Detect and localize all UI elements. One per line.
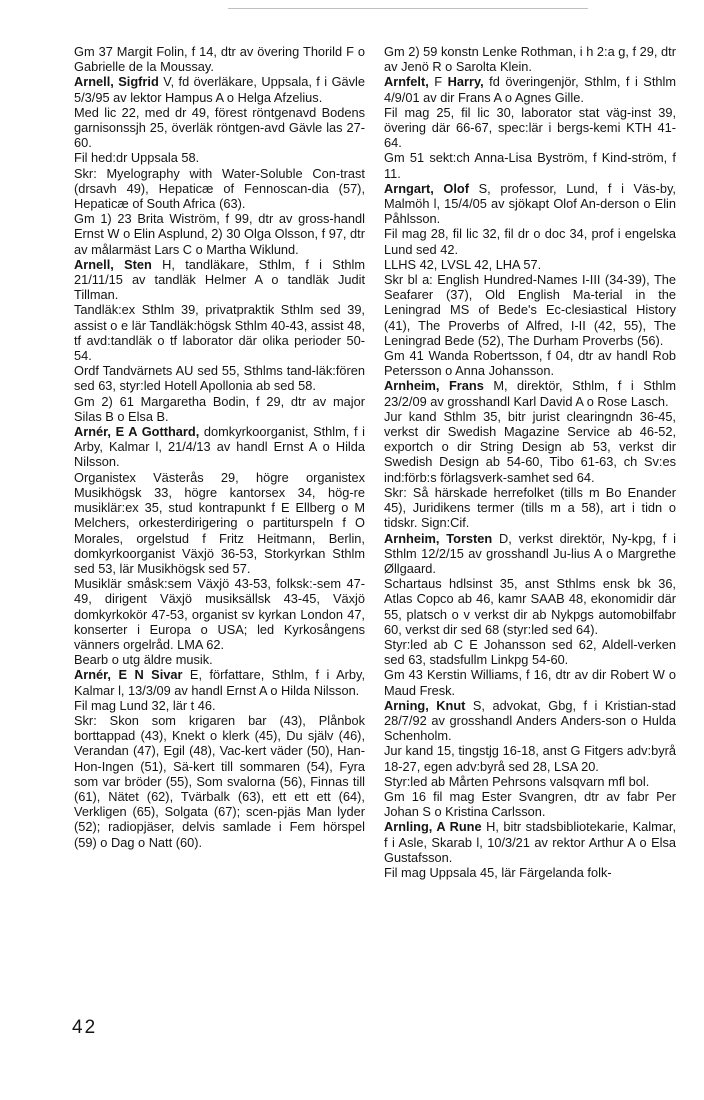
left-column — [74, 44, 365, 850]
entry-text: Skr: Så härskade herrefolket (tills m Bo Enander 45), Juridikens termer (tills m a 58), art i tidn o tidskr. Sign:Cif. — [384, 484, 676, 531]
entry-name: Arnling, A Rune — [384, 819, 482, 835]
entry-name: Arnell, Sten — [74, 256, 152, 272]
entry-paragraph — [384, 485, 676, 531]
entry-text: Gm 1) 23 Brita Wiström, f 99, dtr av gross-handl Ernst W o Elin Asplund, 2) 30 Olga Olsson, f 97, dtr av målarmäst Lars C o Martha Wiklund. — [74, 211, 365, 257]
entry-text: M, direktör, Sthlm, f i Sthlm 23/2/09 av grosshandl Karl David A o Rose Lasch. — [384, 378, 676, 409]
entry-head-paragraph — [384, 378, 676, 408]
entry-paragraph — [74, 44, 365, 74]
top-rule — [228, 8, 588, 9]
entry-head-paragraph — [384, 181, 676, 227]
entry-head-paragraph — [384, 698, 676, 744]
entry-paragraph — [384, 743, 676, 773]
entry-text: LLHS 42, LVSL 42, LHA 57. — [384, 256, 542, 272]
entry-text: F — [428, 74, 448, 90]
entry-paragraph — [384, 865, 676, 880]
entry-text: Gm 2) 59 konstn Lenke Rothman, i h 2:a g, f 29, dtr av Jenö R o Sarolta Klein. — [384, 44, 676, 75]
entry-text: Fil mag Lund 32, lär t 46. — [74, 697, 216, 713]
page-number: 42 — [72, 1017, 98, 1038]
entry-text: Fil hed:dr Uppsala 58. — [74, 150, 200, 166]
entry-text: Fil mag 25, fil lic 30, laborator stat väg-inst 39, övering där 66-67, spec:lär i bergs-kemi KTH 41-64. — [384, 104, 676, 151]
entry-name: Arnér, E N Sivar — [74, 667, 183, 683]
entry-paragraph — [74, 150, 365, 165]
entry-paragraph — [74, 576, 365, 652]
entry-head-paragraph — [384, 531, 676, 577]
entry-name: Arnell, Sigfrid — [74, 74, 159, 90]
entry-name: Arnfelt, — [384, 74, 429, 90]
entry-text: fd överingenjör, Sthlm, f i Sthlm 4/9/01 av dir Frans A o Agnes Gille. — [384, 74, 676, 105]
entry-paragraph — [74, 363, 365, 393]
entry-text: Fil mag 28, fil lic 32, fil dr o doc 34, prof i engelska Lund sed 42. — [384, 226, 676, 257]
entry-text: Skr bl a: English Hundred-Names I-III (34-39), The Seafarer (37), Old English Ma-terial in the Leningrad MS of Bede's Ec-clesiastical History (41), The Proverbs of Alfred, I-II (42, 55), The Leningrad Bede (52), The Durham Proverbs (56). — [384, 272, 676, 348]
entry-head-paragraph — [74, 667, 365, 697]
entry-text: E, författare, Sthlm, f i Arby, Kalmar l, 13/3/09 av handl Ernst A o Hilda Nilsson. — [74, 667, 365, 698]
entry-text: H, tandläkare, Sthlm, f i Sthlm 21/11/15 av tandläk Helmer A o tandläk Judit Tillman. — [74, 256, 366, 303]
entry-name: Harry, — [447, 74, 484, 90]
entry-text: Bearb o utg äldre musik. — [74, 652, 213, 668]
entry-text: Styr:led ab C E Johansson sed 62, Aldell-verken sed 63, stadsfullm Linkpg 54-60. — [384, 636, 676, 668]
entry-head-paragraph — [384, 74, 676, 104]
entry-text: domkyrkoorganist, Sthlm, f i Arby, Kalmar l, 21/4/13 av handl Ernst A o Hilda Nilsson. — [74, 424, 366, 470]
entry-paragraph — [384, 226, 676, 256]
entry-paragraph — [74, 713, 365, 850]
entry-text: Styr:led ab Mårten Pehrsons valsqvarn mfl bol. — [384, 773, 650, 789]
entry-text: Skr: Myelography with Water-Soluble Con-trast (drsavh 49), Hepaticæ of Fennoscan-dia (57), Hepaticæ of South Africa (63). — [74, 165, 365, 212]
entry-text: Jur kand Sthlm 35, bitr jurist clearingndn 36-45, verkst dir Swedish Magazine Service ab 46-52, exportch o dir String Design ab 53, verkst dir Swedish Design ab 54-60, Tibo 61-63, ch Sv:es ind:förb:s förlagsverk-samhet sed 64. — [384, 408, 676, 485]
right-column — [384, 44, 676, 880]
entry-text: S, advokat, Gbg, f i Kristian-stad 28/7/92 av grosshandl Anders Anders-son o Hulda Schenholm. — [384, 697, 676, 744]
entry-text: Gm 16 fil mag Ester Svangren, dtr av fabr Per Johan S o Kristina Carlsson. — [384, 788, 676, 820]
entry-name: Arngart, Olof — [384, 180, 469, 196]
entry-name: Arnheim, Frans — [384, 378, 484, 394]
entry-head-paragraph — [384, 819, 676, 865]
entry-paragraph — [384, 789, 676, 819]
entry-text: Gm 41 Wanda Robertsson, f 04, dtr av handl Rob Petersson o Anna Johansson. — [384, 348, 676, 379]
entry-text: Skr: Skon som krigaren bar (43), Plånbok borttappad (43), Knekt o klerk (45), Du själv (46), Verandan (47), Egil (48), Vac-kert väder (50), Han-Hon-Ingen (51), Sä-kert till sommaren (54), Fyra som var bröder (55), Som svalorna (56), Finnas till (61), Nätet (62), Tvärbalk (63), ett ett ett (64), Verkligen (65), Solgata (67); scen-pjäs Man lyder (52); radiopjäser, delvis samlade i Fem hörspel (59) o Dag o Natt (60). — [74, 712, 365, 850]
entry-paragraph — [384, 257, 676, 272]
entry-head-paragraph — [74, 74, 365, 104]
entry-paragraph — [384, 105, 676, 151]
entry-text: Gm 37 Margit Folin, f 14, dtr av övering Thorild F o Gabrielle de la Moussay. — [74, 44, 365, 75]
entry-text: Med lic 22, med dr 49, förest röntgenavd Bodens garnisonssjh 25, överläk röntgen-avd Gävle las 27-60. — [74, 104, 365, 151]
entry-text: Organistex Västerås 29, högre organistex Musikhögsk 33, högre kantorsex 34, hög-re musiklär:ex 35, stud kontrapunkt f E Ellberg o M Melchers, orkesterdirigering o partiturspeln f O Morales, orgelstud f Fritz Heitmann, Berlin, domkyrkoorganist Växjö 36-53, Storkyrkan Sthlm sed 53, lär Musikhögsk sed 57. — [74, 469, 365, 576]
entry-text: S, professor, Lund, f i Väs-by, Malmöh l, 15/4/05 av sjökapt Olof An-derson o Elin Påhlsson. — [384, 180, 676, 227]
entry-text: Tandläk:ex Sthlm 39, privatpraktik Sthlm sed 39, assist o e lär Tandläk:högsk Sthlm 40-43, assist 48, tf avd:tandläk o tf laborator där olika perioder 50-54. — [74, 302, 365, 364]
entry-paragraph — [384, 348, 676, 378]
entry-text: V, fd överläkare, Uppsala, f i Gävle 5/3/95 av lektor Hampus A o Helga Afzelius. — [74, 74, 365, 105]
entry-paragraph — [74, 652, 365, 667]
entry-text: Musiklär småsk:sem Växjö 43-53, folksk:-sem 47-49, dirigent Växjö musiksällsk 43-45, Växjö domkyrkokör 47-53, organist sv kyrkan London 47, konserter i Europa o USA; led Kyrkosångens vänners orgelråd. LMA 62. — [74, 576, 365, 652]
entry-paragraph — [384, 774, 676, 789]
entry-text: Schartaus hdlsinst 35, anst Sthlms ensk bk 36, Atlas Copco ab 46, kamr SAAB 48, ekonomidir där 55, platsch o v verkst dir ab Nykpgs automobilfabr 60, verkst dir sed 68 (styr:led sed 64). — [384, 576, 676, 637]
entry-text: Fil mag Uppsala 45, lär Färgelanda folk- — [384, 864, 612, 880]
entry-paragraph — [74, 166, 365, 212]
entry-paragraph — [384, 272, 676, 348]
entry-paragraph — [384, 667, 676, 697]
entry-paragraph — [74, 105, 365, 151]
entry-text: Ordf Tandvärnets AU sed 55, Sthlms tand-läk:fören sed 63, styr:led Hotell Apollonia ab sed 58. — [74, 363, 365, 394]
entry-paragraph — [74, 211, 365, 257]
entry-paragraph — [384, 576, 676, 637]
entry-text: H, bitr stadsbibliotekarie, Kalmar, f i Asle, Skarab l, 10/3/21 av rektor Arthur A o Elsa Gustafsson. — [384, 819, 676, 865]
entry-text: D, verkst direktör, Ny-kpg, f i Sthlm 12/2/15 av grosshandl Ju-lius A o Margrethe Øllgaard. — [384, 530, 676, 576]
entry-name: Arnheim, Torsten — [384, 530, 493, 546]
entry-paragraph — [384, 637, 676, 667]
entry-name: Arnér, E A Gotthard, — [74, 424, 200, 440]
entry-paragraph — [74, 698, 365, 713]
entry-head-paragraph — [74, 257, 365, 303]
entry-paragraph — [74, 394, 365, 424]
entry-paragraph — [384, 44, 676, 74]
entry-text: Gm 43 Kerstin Williams, f 16, dtr av dir Robert W o Maud Fresk. — [384, 667, 676, 698]
entry-name: Arning, Knut — [384, 697, 466, 713]
entry-paragraph — [384, 409, 676, 485]
entry-text: Gm 51 sekt:ch Anna-Lisa Byström, f Kind-ström, f 11. — [384, 150, 676, 181]
entry-head-paragraph — [74, 424, 365, 470]
entry-paragraph — [74, 470, 365, 576]
entry-text: Jur kand 15, tingstjg 16-18, anst G Fitgers adv:byrå 18-27, egen adv:byrå sed 28, LSA 20. — [384, 743, 676, 774]
entry-paragraph — [74, 302, 365, 363]
entry-text: Gm 2) 61 Margaretha Bodin, f 29, dtr av major Silas B o Elsa B. — [74, 393, 365, 424]
entry-paragraph — [384, 150, 676, 180]
